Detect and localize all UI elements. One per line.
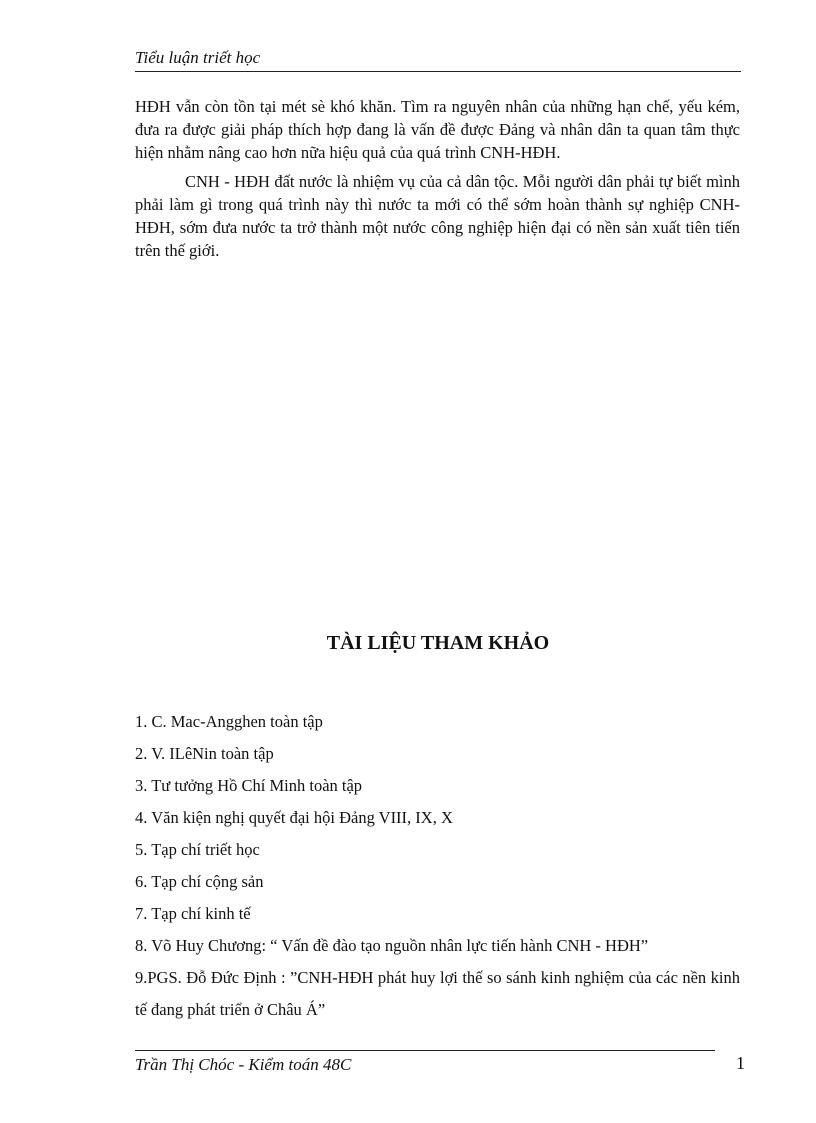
header-title: Tiểu luận triết học: [135, 48, 261, 67]
references-list: [135, 710, 740, 1026]
reference-item: 7. Tạp chí kinh tế: [135, 904, 251, 923]
reference-item: 5. Tạp chí triết học: [135, 840, 260, 859]
paragraph: CNH - HĐH đất nước là nhiệm vụ của cả dân tộc. Mỗi người dân phải tự biết mình phải làm gì trong quá trình này thì nước ta mới có thể sớm hoàn thành sự nghiệp CNH-HĐH, sớm đưa nước ta trở thành một nước công nghiệp hiện đại có nền sản xuất tiên tiến trên thế giới.: [135, 172, 740, 260]
footer-author: Trần Thị Chóc - Kiểm toán 48C: [135, 1055, 352, 1074]
reference-item: 2. V. ILêNin toàn tập: [135, 744, 274, 763]
reference-item: 8. Võ Huy Chương: “ Vấn đề đào tạo nguồn nhân lực tiến hành CNH - HĐH”: [135, 936, 649, 955]
references-title: TÀI LIỆU THAM KHẢO: [326, 632, 550, 654]
body-text: [135, 95, 740, 268]
reference-item: 4. Văn kiện nghị quyết đại hội Đảng VIII, IX, X: [135, 808, 453, 827]
reference-item: 9.PGS. Đỗ Đức Định : ”CNH-HĐH phát huy lợi thế so sánh kinh nghiệm của các nền kinh tế đang phát triển ở Châu Á”: [135, 968, 740, 1019]
reference-item: 1. C. Mac-Angghen toàn tập: [135, 712, 323, 731]
page-header: [135, 47, 741, 72]
page-number: 1: [736, 1053, 745, 1073]
footer-divider: [135, 1050, 715, 1051]
reference-item: 6. Tạp chí cộng sản: [135, 872, 264, 891]
paragraph: HĐH vẫn còn tồn tại mét sè khó khăn. Tìm ra nguyên nhân của những hạn chế, yếu kém, đưa ra được giải pháp thích hợp đang là vấn đề được Đảng và nhân dân ta quan tâm thực hiện nhằm nâng cao hơn nữa hiệu quả của quá trình CNH-HĐH.: [135, 97, 740, 162]
reference-item: 3. Tư tưởng Hồ Chí Minh toàn tập: [135, 776, 363, 795]
